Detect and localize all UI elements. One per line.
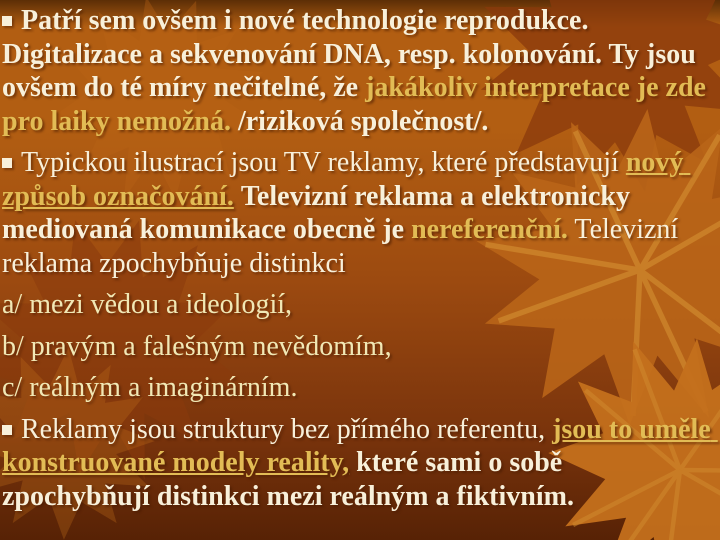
text-run: a/ mezi vědou a ideologií, xyxy=(2,289,293,320)
text-run: Typickou ilustrací jsou TV reklamy, které představují xyxy=(21,147,626,178)
text-run: jsou to uměle konstruované modely reality, xyxy=(2,413,718,478)
text-run: /riziková společnost/. xyxy=(230,105,489,137)
bullet-paragraph xyxy=(2,146,716,280)
text-run: Reklamy jsou struktury bez přímého referentu, xyxy=(21,413,553,445)
bullet-paragraph xyxy=(2,4,716,138)
slide-text-block xyxy=(2,4,716,513)
text-run: Televizní reklama a elektronicky mediovaná komunikace obecně je xyxy=(2,180,637,245)
text-run: c/ reálným a imaginárním. xyxy=(2,372,298,403)
text-run xyxy=(234,181,241,212)
bullet-paragraph xyxy=(2,413,716,514)
text-run: Patří sem ovšem i nové technologie reprodukce. Digitalizace a sekvenování DNA, resp. kolonování. Ty jsou ovšem do té míry nečitelné, že xyxy=(2,5,703,103)
text-run: nový způsob označování. xyxy=(2,147,691,212)
text-run: Televizní reklama zpochybňuje distinkci xyxy=(2,214,686,279)
sub-line xyxy=(2,371,716,405)
bullet-square-icon xyxy=(2,158,12,168)
text-run: které sami o sobě zpochybňují distinkci mezi reálným a fiktivním. xyxy=(2,447,574,512)
bullet-square-icon xyxy=(2,425,12,435)
text-run: b/ pravým a falešným nevědomím, xyxy=(2,330,392,362)
sub-line xyxy=(2,288,716,322)
text-run: nereferenční. xyxy=(411,214,568,245)
bullet-square-icon xyxy=(2,16,12,26)
text-run: jakákoliv interpretace je zde pro laiky nemožná. xyxy=(2,72,713,137)
sub-line xyxy=(2,330,716,364)
